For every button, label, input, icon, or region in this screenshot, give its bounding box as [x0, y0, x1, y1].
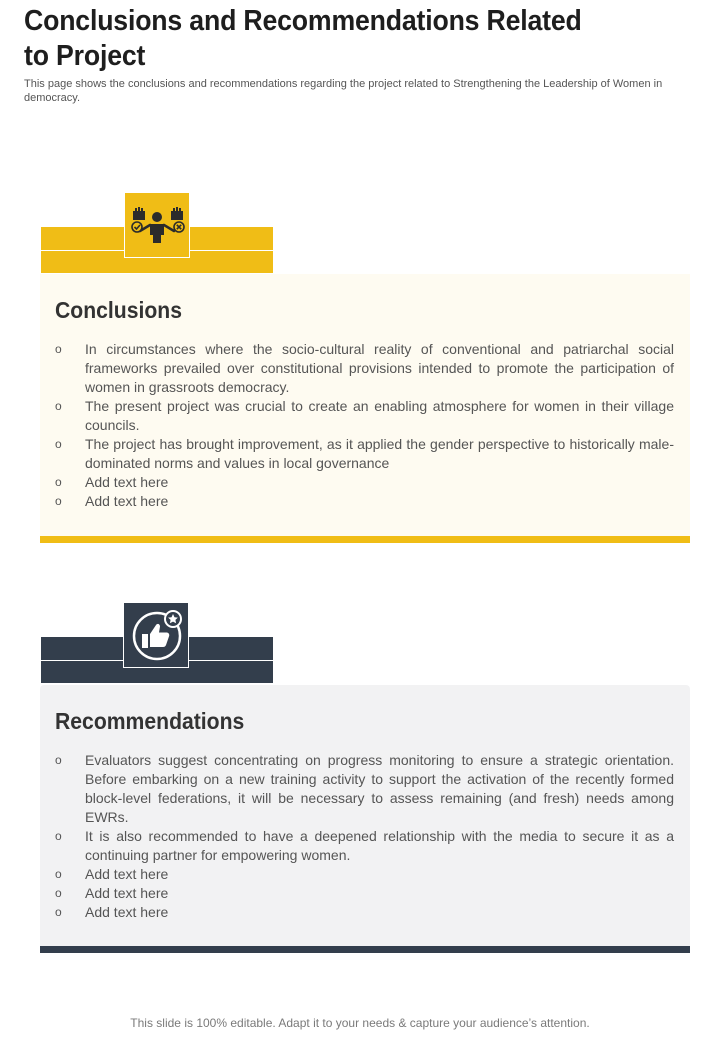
list-item	[55, 435, 674, 473]
bullet-marker: o	[55, 867, 62, 881]
bullet-marker: o	[55, 399, 62, 413]
list-item	[55, 903, 674, 922]
recommendations-panel	[40, 685, 690, 947]
list-item	[55, 865, 674, 884]
page-subtitle: This page shows the conclusions and recommendations regarding the project related to Strengthening the Leadership of Women in democracy.	[24, 78, 663, 104]
list-item-text: It is also recommended to have a deepened relationship with the media to secure it as a continuing partner for empowering women.	[85, 828, 674, 863]
recommendations-list	[55, 751, 674, 922]
conclusions-list	[55, 340, 674, 511]
conclusions-bottom-bar	[40, 536, 690, 543]
list-item	[55, 492, 674, 511]
list-item-text: Add text here	[85, 904, 169, 920]
list-item-text: In circumstances where the socio-cultural reality of conventional and patriarchal social frameworks prevailed over constitutional provisions intended to promote the participation of women in grassroots democracy.	[85, 341, 674, 395]
recommendations-bottom-bar	[40, 946, 690, 953]
list-item-text: Add text here	[85, 866, 169, 882]
list-item	[55, 397, 674, 435]
list-item	[55, 751, 674, 827]
list-item	[55, 884, 674, 903]
bullet-marker: o	[55, 475, 62, 489]
list-item-text: Add text here	[85, 493, 169, 509]
list-item-text: The present project was crucial to create an enabling atmosphere for women in their village councils.	[85, 398, 674, 433]
bullet-marker: o	[55, 494, 62, 508]
list-item-text: The project has brought improvement, as it applied the gender perspective to historically male-dominated norms and values in local governance	[85, 436, 674, 471]
list-item-text: Add text here	[85, 885, 169, 901]
bullet-marker: o	[55, 829, 62, 843]
page-title: Conclusions and Recommendations Related to Project	[24, 5, 582, 72]
bullet-marker: o	[55, 753, 62, 767]
conclusions-heading: Conclusions	[55, 297, 182, 323]
recommendations-heading: Recommendations	[55, 708, 245, 734]
bullet-marker: o	[55, 342, 62, 356]
recommendations-icon-box	[123, 602, 189, 668]
list-item-text: Add text here	[85, 474, 169, 490]
footer-note: This slide is 100% editable. Adapt it to your needs & capture your audience’s attention.	[130, 1016, 590, 1030]
list-item	[55, 340, 674, 397]
list-item	[55, 473, 674, 492]
conclusions-icon-box	[124, 192, 190, 258]
decision-person-icon	[125, 193, 189, 257]
bullet-marker: o	[55, 886, 62, 900]
thumbs-up-star-icon	[124, 603, 190, 669]
list-item-text: Evaluators suggest concentrating on progress monitoring to ensure a strategic orientation. Before embarking on a new training activity to support the activation of the recently formed block-level federations, it will be necessary to assess remaining (and fresh) needs among EWRs.	[85, 752, 674, 825]
list-item	[55, 827, 674, 865]
conclusions-panel	[40, 274, 690, 536]
bullet-marker: o	[55, 437, 62, 451]
bullet-marker: o	[55, 905, 62, 919]
